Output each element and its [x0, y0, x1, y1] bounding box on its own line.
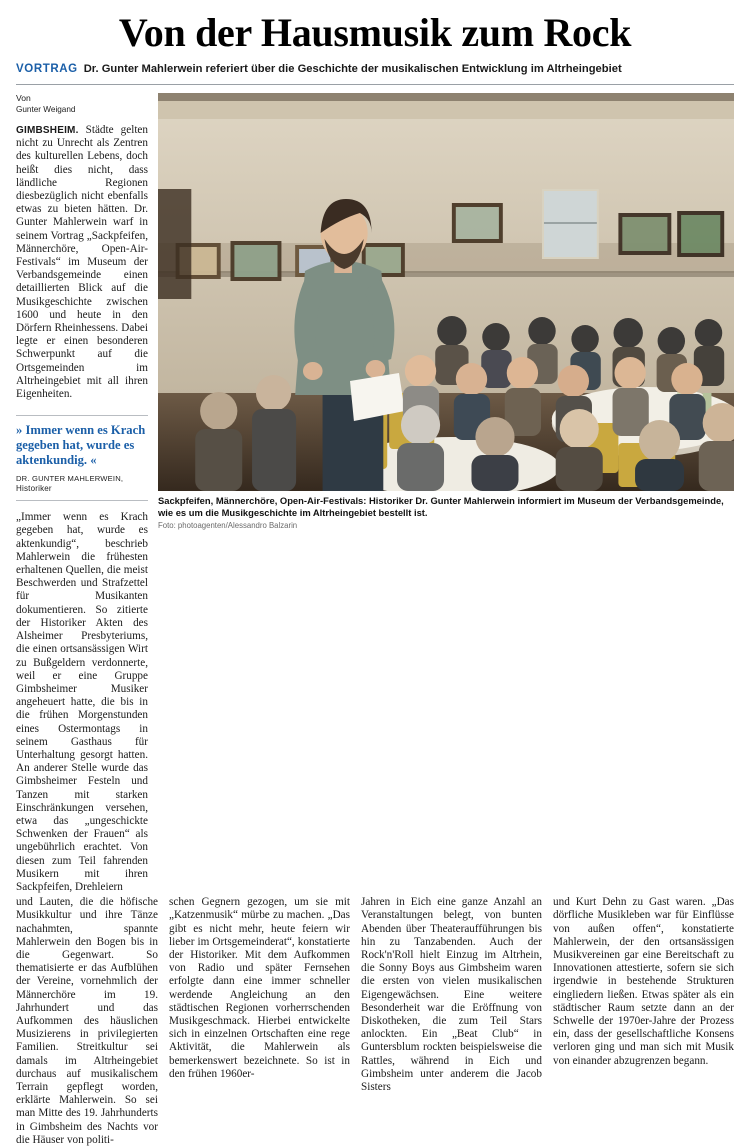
byline	[16, 93, 148, 115]
article-photo	[158, 93, 734, 491]
quote-close-mark: «	[90, 453, 97, 468]
left-column	[16, 93, 158, 894]
pull-quote-body: Immer wenn es Krach gegeben hat, wurde es aktenkundig.	[16, 423, 146, 468]
newspaper-article-page	[0, 10, 750, 1146]
lead-paragraph	[16, 124, 148, 401]
body-column-2: schen Gegnern gezogen, um sie mit „Katzenmusik“ mürbe zu machen. „Das gibt es nicht mehr, heute feiern wir lieber im Ortsgemeinderat“, konstatierte der Historiker. Mit dem Aufkommen von Radio und später Fernsehen erfolgte dann eine immer schneller werdende Angleichung an den städtischen Regionen vorherrschenden Musikgeschmack. Hierbei entwickelte sich in einzelnen Ortschaften eine rege Aktivität, die Mahlerwein als bemerkenswert bezeichnete. So ist in den frühen 1960er-	[169, 896, 350, 1080]
subhead-text: Dr. Gunter Mahlerwein referiert über die Geschichte der musikalischen Entwicklung im Altrheingebiet	[83, 63, 622, 75]
body-column-1: und Lauten, die die höfische Musikkultur und ihre Tänze nachahmten, spannte Mahlerwein den Bogen bis in die Gegenwart. So thematisierte er das Aufblühen der Vereine, vornehmlich der Männerchöre im 19. Jahrhundert und das Aufkommen des häuslichen Musizierens in privilegierten Familien. Streitkultur sei damals im Altrheingebiet durchaus auf musikalischem Terrain gepflegt worden, erklärte Mahlerwein. So sei man Mitte des 19. Jahrhunderts in Gimbsheim des Nachts vor die Häuser von politi-	[16, 896, 158, 1146]
pull-quote	[16, 415, 148, 501]
dateline: GIMBSHEIM.	[16, 125, 79, 136]
column-0-body: „Immer wenn es Krach gegeben hat, wurde es aktenkundig“, beschrieb Mahlerwein die frühesten erhaltenen Quellen, die meist Beschwerden und Strafzettel für Musikanten dokumentieren. So zitierte der Historiker Akten des Alsheimer Presbyteriums, die einen ortsansässigen Wirt zu Bußgeldern verdonnerte, weil er eine Gruppe Gimbsheimer Musiker angeheuert hatte, die bis in die frühen Morgenstunden eines Ostermontags in seinem Gasthaus für Unterhaltung gesorgt hatten. An anderer Stelle wurde das Gimbsheimer Festeln und Tanzen mit starken Einschränkungen versehen, etwa das „ungeschickte Schwenken der Frauen“ als ungebührlich erachtet. Von diesen zum Teil fahrenden Musikern mit ihren Sackpfeifen, Drehleiern	[16, 511, 148, 893]
pull-quote-text	[16, 423, 148, 468]
body-columns	[16, 896, 734, 1147]
pull-quote-attribution	[16, 474, 148, 494]
body-column-3: Jahren in Eich eine ganze Anzahl an Veranstaltungen belegt, von bunten Abenden über Theateraufführungen bis hin zu Tanzabenden. Auch der Rock'n'Roll hielt Einzug im Altrhein, die Sonny Boys aus Gimbsheim waren die ersten von vielen musikalischen Eigengewächsen. Eine weitere Besonderheit war die Eröffnung von Diskotheken, die zum Teil Stars anlockten. Ein „Beat Club“ in Guntersblum rockten beispielsweise die Rattles, während in Eich und Gimbsheim unter anderem die Jacob Sisters	[361, 896, 542, 1093]
pull-quote-author: DR. GUNTER MAHLERWEIN,	[16, 474, 124, 484]
body-column-4: und Kurt Dehn zu Gast waren. „Das dörfliche Musikleben war für Einflüsse von außen offen“, konstatierte Mahlerwein, der den ortsansässigen Musikvereinen gar eine Bereitschaft zu Innovationen attestierte, sofern sie sich irgendwie in bestehende Strukturen eingliedern ließen. Etwas später als ein städtischer Raum setzte dann an der Schwelle der 1970er-Jahre der Prozess ein, dass der gesellschaftliche Konsens verloren ging und man sich mit Musik von einander abzugrenzen begann.	[553, 896, 734, 1067]
byline-author: Gunter Weigand	[16, 105, 76, 114]
top-area	[16, 93, 734, 894]
photo-column	[158, 93, 734, 531]
article-subhead	[16, 62, 734, 76]
divider	[16, 84, 734, 85]
byline-label: Von	[16, 93, 31, 103]
kicker-label: VORTRAG	[16, 63, 78, 75]
photo-caption: Sackpfeifen, Männerchöre, Open-Air-Festivals: Historiker Dr. Gunter Mahlerwein informiert im Museum der Verbandsgemeinde, wie es um die Musikgeschichte im Altrheingebiet bestellt ist.	[158, 495, 724, 518]
page-title: Von der Hausmusik zum Rock	[118, 10, 632, 55]
photo-illustration	[158, 93, 734, 491]
pull-quote-role: Historiker	[16, 484, 52, 494]
quote-open-mark: »	[16, 423, 23, 438]
photo-credit: Foto: photoagenten/Alessandro Balzarin	[158, 521, 298, 531]
lead-text: Städte gelten nicht zu Unrecht als Zentren des kulturellen Lebens, doch heißt dies nicht, dass ländliche Regionen diesbezüglich nicht ebenfalls etwas zu bieten hätten. Dr. Gunter Mahlerwein warf in seinem Vortrag „Sackpfeifen, Männerchöre, Open-Air-Festivals“ im Museum der Verbandsgemeinde einen detaillierten Blick auf die Musikgeschichte zwischen 1600 und heute in den Dörfern Rheinhessens. Dabei legte er einen besonderen Schwerpunkt auf die Ortsgemeinden im Altrheingebiet mit all ihren Eigenheiten.	[16, 124, 148, 401]
